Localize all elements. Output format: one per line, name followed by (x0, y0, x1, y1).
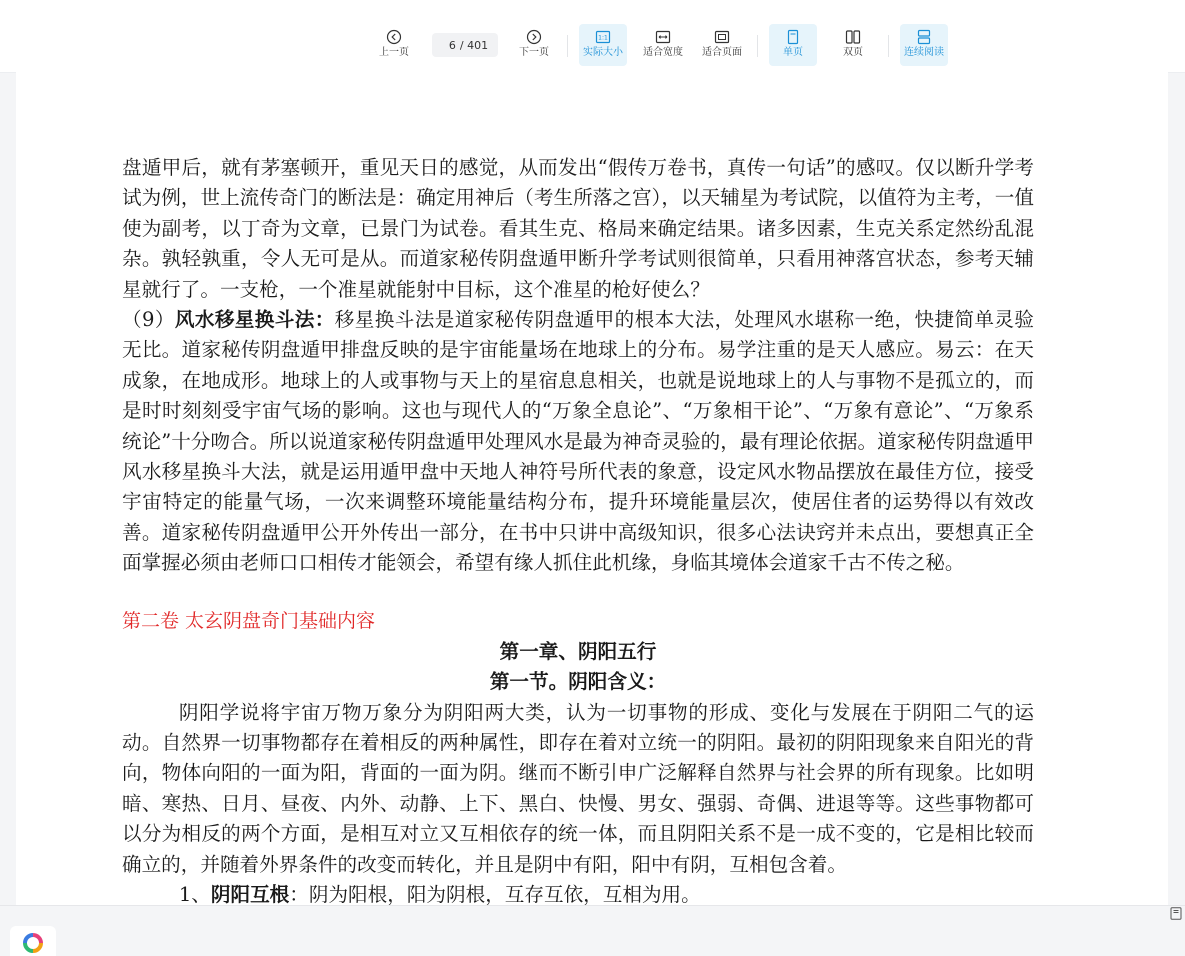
page-total: / 401 (459, 38, 489, 52)
next-page-button[interactable] (514, 24, 554, 66)
fit-width-button[interactable] (639, 24, 687, 66)
fit-page-label: 适合页面 (702, 47, 742, 58)
paragraph-text: ：阴为阳根，阳为阴根，互存互依，互相为用。 (289, 882, 701, 905)
prev-page-button[interactable] (374, 24, 414, 66)
continuous-scroll-icon (916, 29, 932, 45)
bottom-bar (0, 905, 1185, 952)
actual-size-button[interactable] (579, 24, 627, 66)
paragraph-text: 移星换斗法是道家秘传阴盘遁甲的根本大法，处理风水堪称一绝，快捷简单灵验无比。道家秘传阴盘遁甲排盘反映的是宇宙能量场在地球上的分布。易学注重的是天人感应。易云：在天成象，在地成形。地球上的人或事物与天上的星宿息息相关，也就是说地球上的人与事物不是孤立的，而是时时刻刻受宇宙气场的影响。这也与现代人的“万象全息论”、“万象相干论”、“万象有意论”、“万象系统论”十分吻合。所以说道家秘传阴盘遁甲处理风水是最为神奇灵验的，最有理论依据。道家秘传阴盘遁甲风水移星换斗大法，就是运用遁甲盘中天地人神符号所代表的象意，设定风水物品摆放在最佳方位，接受宇宙特定的能量气场，一次来调整环境能量结构分布，提升环境能量层次，使居住者的运势得以有效改善。道家秘传阴盘遁甲公开外传出一部分，在书中只讲中高级知识，很多心法诀窍并未点出，要想真正全面掌握必须由老师口口相传才能领会，希望有缘人抓住此机缘，身临其境体会道家千古不传之秘。 (122, 308, 1035, 575)
page-indicator (432, 33, 498, 57)
list-number: 1、 (178, 882, 211, 905)
volume-title: 第二卷 太玄阴盘奇门基础内容 (122, 609, 376, 632)
double-page-button[interactable] (829, 24, 877, 66)
single-page-icon (785, 29, 801, 45)
svg-text:1:1: 1:1 (598, 34, 608, 42)
fit-page-button[interactable] (698, 24, 746, 66)
actual-size-icon (595, 29, 611, 45)
toolbar-divider (757, 35, 758, 57)
list-number: （9） (122, 308, 175, 332)
continuous-read-label: 连续阅读 (904, 47, 944, 58)
toolbar-divider (888, 35, 889, 57)
chevron-left-circle-icon (386, 29, 402, 45)
paragraph (122, 880, 1034, 905)
paragraph (122, 305, 1034, 579)
paragraph-heading: 风水移星换斗法： (174, 308, 335, 332)
viewer-toolbar (0, 0, 1185, 73)
toolbar-divider (567, 35, 568, 57)
fit-width-icon (655, 29, 671, 45)
actual-size-label: 实际大小 (583, 47, 623, 58)
double-page-icon (845, 29, 861, 45)
chevron-right-circle-icon (526, 29, 542, 45)
page-content (122, 153, 1034, 905)
fit-page-icon (714, 29, 730, 45)
paragraph: 盘遁甲后，就有茅塞顿开，重见天日的感觉，从而发出“假传万卷书，真传一句话”的感叹。仅以断升学考试为例，世上流传奇门的断法是：确定用神后（考生所落之宫），以天辅星为考试院，以值符为主考，一值使为副考，以丁奇为文章，已景门为试卷。看其生克、格局来确定结果。诸多因素，生克关系定然纷乱混杂。孰轻孰重，令人无可是从。而道家秘传阴盘遁甲断升学考试则很简单，只看用神落宫状态，参考天辅星就行了。一支枪，一个准星就能射中目标，这个准星的枪好使么？ (122, 156, 1034, 301)
document-page (16, 72, 1168, 905)
continuous-read-button[interactable] (900, 24, 948, 66)
paragraph: 阴阳学说将宇宙万物万象分为阴阳两大类，认为一切事物的形成、变化与发展在于阴阳二气的运动。自然界一切事物都存在着相反的两种属性，即存在着对立统一的阴阳。最初的阴阳现象来自阳光的背向，物体向阳的一面为阳，背面的一面为阴。继而不断引申广泛解释自然界与社会界的所有现象。比如明暗、寒热、日月、昼夜、内外、动静、上下、黑白、快慢、男女、强弱、奇偶、进退等等。这些事物都可以分为相反的两个方面，是相互对立又互相依存的统一体，而且阴阳关系不是一成不变的，它是相比较而确立的，并随着外界条件的改变而转化，并且是阴中有阳，阳中有阴，互相包含着。 (122, 700, 1034, 876)
prev-page-label: 上一页 (379, 47, 409, 58)
single-page-button[interactable] (769, 24, 817, 66)
chapter-title: 第一章、阴阳五行 (499, 639, 657, 663)
double-page-label: 双页 (843, 47, 863, 58)
fit-width-label: 适合宽度 (643, 47, 683, 58)
section-title: 第一节。阴阳含义： (489, 670, 667, 694)
paragraph-heading: 阴阳互根 (210, 882, 290, 905)
next-page-label: 下一页 (519, 47, 549, 58)
app-logo-button[interactable] (10, 926, 56, 956)
single-page-label: 单页 (783, 47, 803, 58)
page-number-input[interactable] (442, 39, 456, 52)
bookmark-panel-icon[interactable] (1170, 907, 1182, 920)
